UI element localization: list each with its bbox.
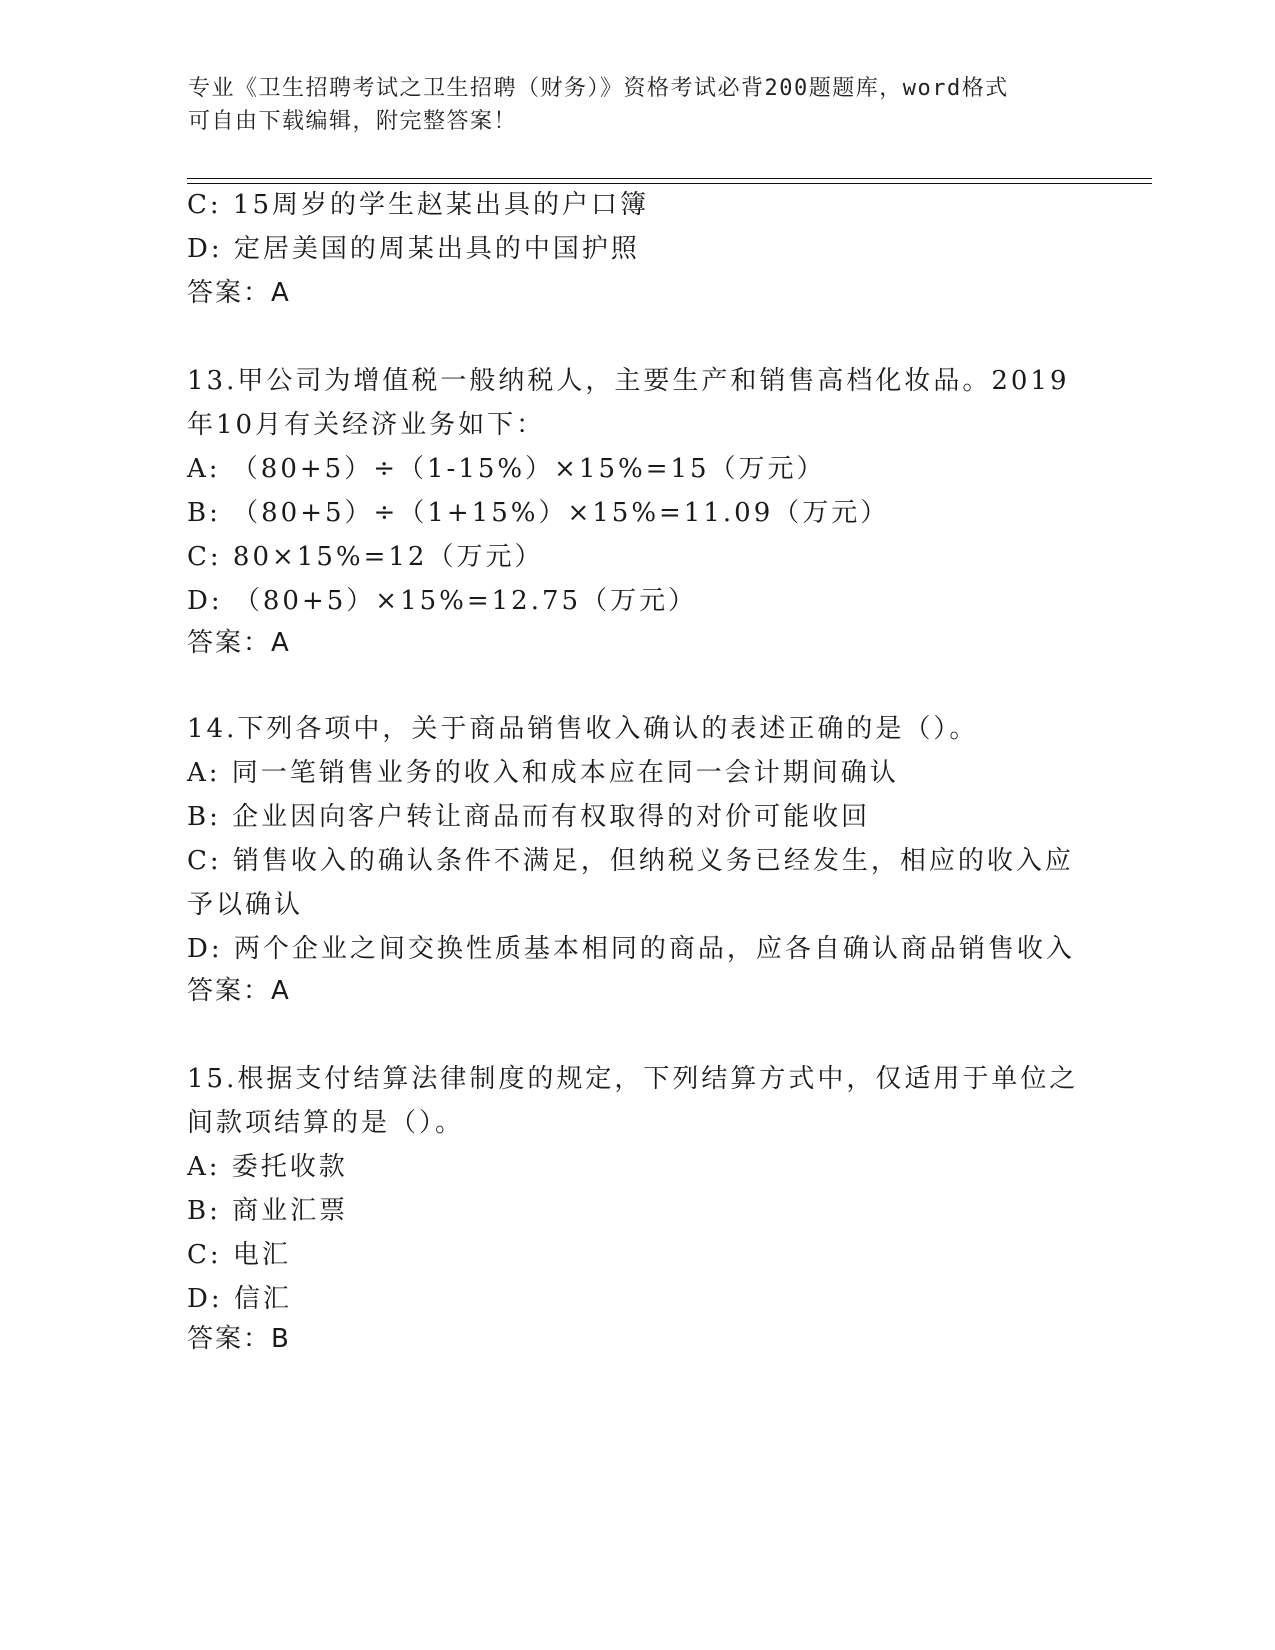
document-header [188,72,1068,138]
q15-option-d: D: 信汇 [187,1284,292,1314]
q14-stem: 14.下列各项中，关于商品销售收入确认的表述正确的是（）。 [187,714,979,744]
q15-answer: 答案：B [187,1324,291,1354]
q12-option-d: D: 定居美国的周某出具的中国护照 [187,234,640,264]
q12-option-c: C: 15周岁的学生赵某出具的户口簿 [187,190,650,220]
q12-answer: 答案：A [187,278,291,308]
q15-stem-line-1: 15.根据支付结算法律制度的规定，下列结算方式中，仅适用于单位之 [187,1064,1079,1094]
q14-option-b: B: 企业因向客户转让商品而有权取得的对价可能收回 [187,802,871,832]
q13-stem-line-1: 13.甲公司为增值税一般纳税人，主要生产和销售高档化妆品。2019 [187,366,1070,396]
q14-option-a: A: 同一笔销售业务的收入和成本应在同一会计期间确认 [187,758,899,788]
q15-option-a: A: 委托收款 [187,1152,348,1182]
q15-option-c: C: 电汇 [187,1240,291,1270]
q13-option-a: A: （80+5）÷（1-15%）×15%=15（万元） [187,454,826,484]
q14-option-c-line-2: 予以确认 [187,890,304,920]
q14-option-c-line-1: C: 销售收入的确认条件不满足，但纳税义务已经发生，相应的收入应 [187,846,1074,876]
q13-answer: 答案：A [187,628,291,658]
header-title-line-2: 可自由下载编辑，附完整答案！ [188,109,518,134]
q13-option-d: D: （80+5）×15%=12.75（万元） [187,586,698,616]
q14-option-d: D: 两个企业之间交换性质基本相同的商品，应各自确认商品销售收入 [187,934,1075,964]
q13-option-c: C: 80×15%=12（万元） [187,542,544,572]
q15-option-b: B: 商业汇票 [187,1196,349,1226]
header-title-line-1: 专业《卫生招聘考试之卫生招聘（财务）》资格考试必背200题题库，word格式 [188,76,1009,101]
q13-option-b: B: （80+5）÷（1+15%）×15%=11.09（万元） [187,498,890,528]
q15-stem-line-2: 间款项结算的是（）。 [187,1108,465,1138]
q13-stem-line-2: 年10月有关经济业务如下： [187,410,546,440]
q14-answer: 答案：A [187,976,291,1006]
